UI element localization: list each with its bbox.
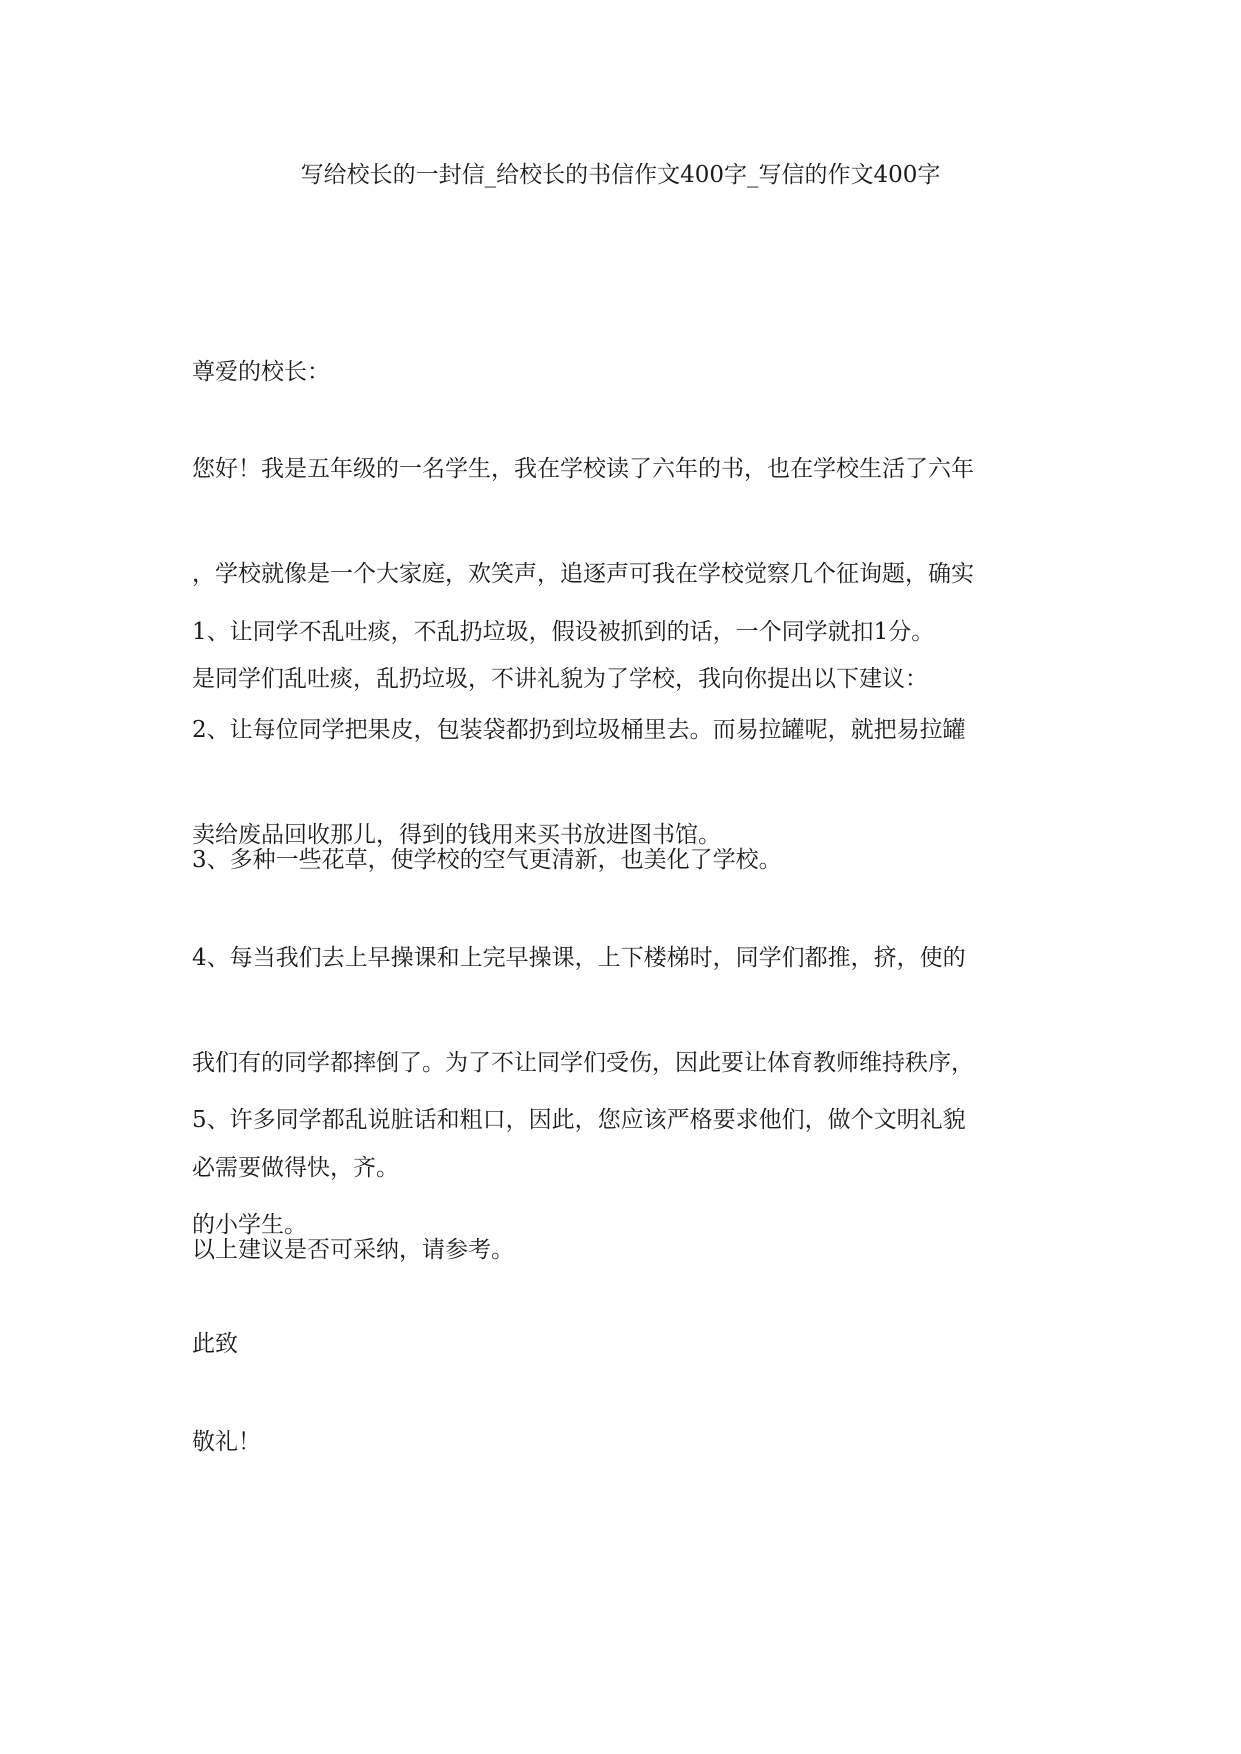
closing-request-line: 以上建议是否可采纳，请参考。: [192, 1237, 514, 1263]
closing-phrase-2: [192, 1355, 1052, 1530]
suggestion-line: 2、让每位同学把果皮，包装袋都扔到垃圾桶里去。而易拉罐呢，就把易拉罐: [192, 717, 966, 743]
closing-line: 敬礼！: [192, 1429, 261, 1455]
salutation-line: 尊爱的校长：: [192, 359, 330, 385]
closing-line: 此致: [192, 1331, 238, 1357]
suggestion-line: 卖给废品回收那儿，得到的钱用来买书放进图书馆。: [192, 822, 721, 848]
suggestion-line: 5、许多同学都乱说脏话和粗口，因此，您应该严格要求他们，做个文明礼貌: [192, 1107, 966, 1133]
suggestion-line: 必需要做得快，齐。: [192, 1155, 399, 1181]
suggestion-line: 1、让同学不乱吐痰，不乱扔垃圾，假设被抓到的话，一个同学就扣1分。: [192, 619, 935, 645]
document-title: 写给校长的一封信_给校长的书信作文400字_写信的作文400字: [300, 162, 941, 188]
intro-line: ，学校就像是一个大家庭，欢笑声，追逐声可我在学校觉察几个征询题，确实: [192, 561, 974, 587]
suggestion-line: 的小学生。: [192, 1212, 307, 1238]
suggestion-line: 我们有的同学都摔倒了。为了不让同学们受伤，因此要让体育教师维持秩序，: [192, 1050, 974, 1076]
intro-line: 是同学们乱吐痰，乱扔垃圾，不讲礼貌为了学校，我向你提出以下建议：: [192, 666, 928, 692]
intro-line: 您好！我是五年级的一名学生，我在学校读了六年的书，也在学校生活了六年: [192, 456, 974, 482]
suggestion-line: 3、多种一些花草，使学校的空气更清新，也美化了学校。: [192, 847, 782, 873]
suggestion-line: 4、每当我们去上早操课和上完早操课，上下楼梯时，同学们都推，挤，使的: [192, 945, 966, 971]
